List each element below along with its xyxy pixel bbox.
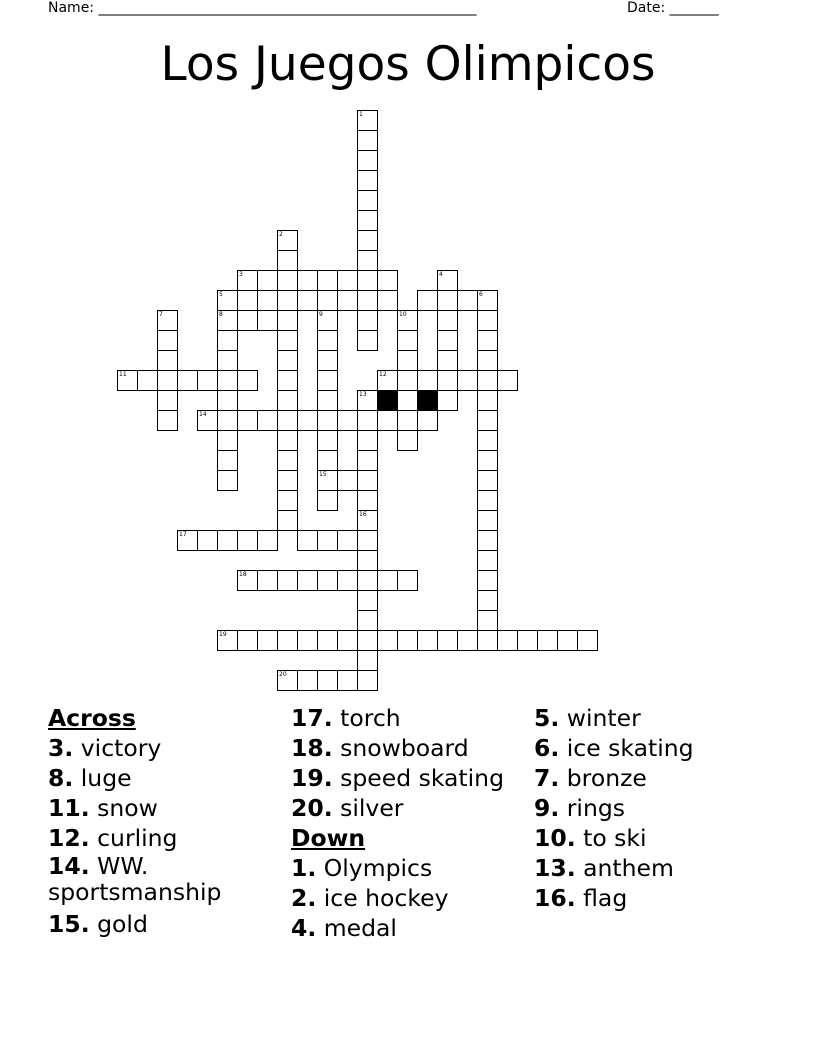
crossword-cell[interactable] xyxy=(337,570,358,591)
crossword-cell[interactable] xyxy=(357,490,378,511)
crossword-cell[interactable] xyxy=(317,490,338,511)
crossword-cell[interactable] xyxy=(477,610,498,631)
clue-column-3 xyxy=(534,703,764,913)
crossword-cell[interactable] xyxy=(357,590,378,611)
clue-number: 8. xyxy=(48,764,74,792)
clue-number-label: 18 xyxy=(239,571,247,578)
crossword-cell[interactable] xyxy=(357,250,378,271)
crossword-cell[interactable] xyxy=(477,310,498,331)
crossword-cell[interactable] xyxy=(237,630,258,651)
clue-answer-text: snow xyxy=(97,794,158,822)
crossword-cell[interactable] xyxy=(357,570,378,591)
clue-number-label: 6 xyxy=(479,291,483,298)
crossword-cell[interactable] xyxy=(517,630,538,651)
date-field-label: Date: _______ xyxy=(627,0,719,16)
clue-number: 1. xyxy=(291,854,317,882)
crossword-cell[interactable] xyxy=(237,530,258,551)
crossword-cell[interactable] xyxy=(437,370,458,391)
crossword-cell[interactable] xyxy=(277,570,298,591)
clue-number-label: 8 xyxy=(219,311,223,318)
clue-section-heading xyxy=(291,823,526,853)
crossword-cell[interactable] xyxy=(397,570,418,591)
clue-item xyxy=(534,703,764,733)
crossword-cell[interactable] xyxy=(257,530,278,551)
crossword-cell[interactable] xyxy=(157,410,178,431)
crossword-cell[interactable] xyxy=(377,570,398,591)
clue-item xyxy=(48,909,278,939)
crossword-cell[interactable] xyxy=(317,290,338,311)
crossword-cell[interactable] xyxy=(237,290,258,311)
crossword-cell[interactable] xyxy=(477,590,498,611)
crossword-cell[interactable] xyxy=(397,430,418,451)
crossword-cell[interactable] xyxy=(477,350,498,371)
crossword-cell[interactable] xyxy=(277,470,298,491)
crossword-cell[interactable] xyxy=(337,290,358,311)
crossword-cell[interactable] xyxy=(357,330,378,351)
crossword-cell[interactable] xyxy=(437,630,458,651)
crossword-cell[interactable] xyxy=(217,450,238,471)
crossword-cell[interactable] xyxy=(357,270,378,291)
crossword-cell[interactable] xyxy=(157,330,178,351)
clue-number-label: 19 xyxy=(219,631,227,638)
crossword-cell[interactable] xyxy=(297,530,318,551)
crossword-cell[interactable] xyxy=(317,670,338,691)
clue-answer-text: winter xyxy=(566,704,641,732)
clue-number: 12. xyxy=(48,824,90,852)
clue-number: 15. xyxy=(48,910,90,938)
crossword-cell[interactable] xyxy=(417,630,438,651)
clue-number: 6. xyxy=(534,734,560,762)
crossword-cell[interactable] xyxy=(377,410,398,431)
crossword-cell[interactable] xyxy=(437,290,458,311)
crossword-cell[interactable] xyxy=(297,570,318,591)
crossword-cell[interactable] xyxy=(337,270,358,291)
clue-number: 13. xyxy=(534,854,576,882)
crossword-cell[interactable] xyxy=(157,370,178,391)
clue-item xyxy=(291,703,526,733)
crossword-cell[interactable] xyxy=(477,470,498,491)
crossword-cell[interactable] xyxy=(397,410,418,431)
crossword-cell[interactable] xyxy=(297,290,318,311)
crossword-cell[interactable] xyxy=(237,370,258,391)
clue-item xyxy=(48,793,278,823)
crossword-cell[interactable] xyxy=(477,550,498,571)
crossword-cell[interactable] xyxy=(277,450,298,471)
clue-number-label: 4 xyxy=(439,271,443,278)
clue-item xyxy=(48,823,278,853)
crossword-cell[interactable] xyxy=(417,410,438,431)
crossword-cell[interactable] xyxy=(317,570,338,591)
crossword-cell[interactable] xyxy=(257,290,278,311)
crossword-cell[interactable] xyxy=(497,630,518,651)
crossword-cell[interactable] xyxy=(337,670,358,691)
clue-number: 14. xyxy=(48,852,90,880)
crossword-cell[interactable] xyxy=(357,290,378,311)
clue-item xyxy=(291,763,526,793)
clue-item xyxy=(48,763,278,793)
crossword-cell[interactable] xyxy=(477,630,498,651)
crossword-cell[interactable] xyxy=(397,390,418,411)
crossword-cell[interactable] xyxy=(337,470,358,491)
crossword-cell[interactable] xyxy=(357,610,378,631)
page-title: Los Juegos Olimpicos xyxy=(160,37,656,92)
clue-item xyxy=(291,733,526,763)
clue-item xyxy=(48,853,278,905)
crossword-cell[interactable] xyxy=(217,470,238,491)
clue-answer-text: luge xyxy=(80,764,132,792)
crossword-cell[interactable] xyxy=(217,330,238,351)
clue-number: 9. xyxy=(534,794,560,822)
clue-column-2 xyxy=(291,703,526,943)
crossword-cell[interactable] xyxy=(237,310,258,331)
crossword-cell[interactable] xyxy=(277,270,298,291)
clue-number: 11. xyxy=(48,794,90,822)
crossword-cell[interactable] xyxy=(537,630,558,651)
clue-number-label: 5 xyxy=(219,291,223,298)
crossword-cell[interactable] xyxy=(477,390,498,411)
crossword-cell[interactable] xyxy=(197,370,218,391)
clue-answer-text: WW. sportsmanship xyxy=(48,852,222,906)
clue-answer-text: medal xyxy=(323,914,397,942)
crossword-cell[interactable] xyxy=(457,630,478,651)
crossword-cell[interactable] xyxy=(417,370,438,391)
crossword-cell[interactable] xyxy=(477,330,498,351)
clue-item xyxy=(534,763,764,793)
crossword-cell[interactable] xyxy=(277,370,298,391)
crossword-cell[interactable] xyxy=(317,530,338,551)
clue-answer-text: ice skating xyxy=(566,734,694,762)
crossword-cell[interactable] xyxy=(357,310,378,331)
clue-number-label: 10 xyxy=(399,311,407,318)
crossword-cell[interactable] xyxy=(357,670,378,691)
clue-number: 19. xyxy=(291,764,333,792)
crossword-cell[interactable] xyxy=(357,190,378,211)
crossword-cell[interactable] xyxy=(357,150,378,171)
crossword-cell[interactable] xyxy=(357,430,378,451)
clue-number: 17. xyxy=(291,704,333,732)
crossword-cell[interactable] xyxy=(257,310,278,331)
crossword-cell[interactable] xyxy=(397,330,418,351)
crossword-cell[interactable] xyxy=(457,370,478,391)
crossword-cell[interactable] xyxy=(297,270,318,291)
clue-section-heading xyxy=(48,703,278,733)
clue-number: 2. xyxy=(291,884,317,912)
clue-number-label: 14 xyxy=(199,411,207,418)
crossword-cell[interactable] xyxy=(337,410,358,431)
crossword-cell[interactable] xyxy=(377,630,398,651)
clue-answer-text: anthem xyxy=(583,854,674,882)
clue-answer-text: rings xyxy=(566,794,626,822)
clue-item xyxy=(291,883,526,913)
crossword-cell[interactable] xyxy=(277,390,298,411)
crossword-cell[interactable] xyxy=(157,350,178,371)
clue-answer-text: Olympics xyxy=(323,854,433,882)
crossword-cell[interactable] xyxy=(417,290,438,311)
crossword-cell[interactable] xyxy=(277,630,298,651)
crossword-cell[interactable] xyxy=(137,370,158,391)
crossword-cell[interactable] xyxy=(357,630,378,651)
crossword-cell[interactable] xyxy=(357,210,378,231)
crossword-cell[interactable] xyxy=(337,530,358,551)
clue-number: 10. xyxy=(534,824,576,852)
crossword-cell[interactable] xyxy=(217,370,238,391)
clue-answer-text: snowboard xyxy=(340,734,469,762)
crossword-cell[interactable] xyxy=(157,390,178,411)
crossword-cell[interactable] xyxy=(317,370,338,391)
crossword-cell[interactable] xyxy=(357,550,378,571)
crossword-cell[interactable] xyxy=(357,450,378,471)
clue-answer-text: curling xyxy=(97,824,178,852)
crossword-cell[interactable] xyxy=(297,630,318,651)
crossword-cell[interactable] xyxy=(277,430,298,451)
crossword-cell[interactable] xyxy=(477,490,498,511)
clue-number-label: 11 xyxy=(119,371,127,378)
clue-number: 3. xyxy=(48,734,74,762)
crossword-cell[interactable] xyxy=(257,630,278,651)
crossword-cell[interactable] xyxy=(217,410,238,431)
clue-answer-text: ice hockey xyxy=(323,884,449,912)
crossword-cell[interactable] xyxy=(257,270,278,291)
clue-item xyxy=(291,853,526,883)
crossword-cell[interactable] xyxy=(337,630,358,651)
crossword-cell[interactable] xyxy=(277,510,298,531)
clue-number-label: 2 xyxy=(279,231,283,238)
clue-number-label: 3 xyxy=(239,271,243,278)
clue-answer-text: silver xyxy=(340,794,404,822)
clue-number: 18. xyxy=(291,734,333,762)
clue-number: 4. xyxy=(291,914,317,942)
clue-number: 5. xyxy=(534,704,560,732)
clue-answer-text: bronze xyxy=(566,764,647,792)
clue-item xyxy=(534,823,764,853)
section-heading-text: Down xyxy=(291,824,366,852)
crossword-cell[interactable] xyxy=(297,670,318,691)
crossword-cell[interactable] xyxy=(277,290,298,311)
clue-number-label: 7 xyxy=(159,311,163,318)
crossword-cell[interactable] xyxy=(397,350,418,371)
clue-answer-text: gold xyxy=(97,910,148,938)
clue-column-1 xyxy=(48,703,278,939)
crossword-cell[interactable] xyxy=(277,350,298,371)
clue-number-label: 13 xyxy=(359,391,367,398)
clue-number-label: 15 xyxy=(319,471,327,478)
clue-number: 16. xyxy=(534,884,576,912)
clue-number-label: 1 xyxy=(359,111,363,118)
clue-item xyxy=(291,913,526,943)
clue-number-label: 17 xyxy=(179,531,187,538)
crossword-cell[interactable] xyxy=(357,130,378,151)
crossword-cell[interactable] xyxy=(277,490,298,511)
crossword-cell[interactable] xyxy=(477,450,498,471)
crossword-cell[interactable] xyxy=(377,270,398,291)
crossword-cell[interactable] xyxy=(437,350,458,371)
clue-item xyxy=(534,793,764,823)
crossword-cell[interactable] xyxy=(317,450,338,471)
crossword-cell[interactable] xyxy=(317,390,338,411)
crossword-cell[interactable] xyxy=(217,530,238,551)
clue-answer-text: to ski xyxy=(583,824,647,852)
clue-number-label: 9 xyxy=(319,311,323,318)
crossword-cell[interactable] xyxy=(317,330,338,351)
clue-answer-text: torch xyxy=(340,704,401,732)
crossword-cell[interactable] xyxy=(317,410,338,431)
crossword-cell[interactable] xyxy=(277,250,298,271)
crossword-cell[interactable] xyxy=(317,630,338,651)
crossword-cell[interactable] xyxy=(317,270,338,291)
crossword-black-cell xyxy=(417,390,438,411)
clue-answer-text: victory xyxy=(80,734,162,762)
crossword-cell[interactable] xyxy=(357,650,378,671)
crossword-cell[interactable] xyxy=(277,330,298,351)
clue-number-label: 16 xyxy=(359,511,367,518)
crossword-cell[interactable] xyxy=(377,290,398,311)
crossword-cell[interactable] xyxy=(477,430,498,451)
crossword-cell[interactable] xyxy=(277,410,298,431)
crossword-cell[interactable] xyxy=(397,370,418,391)
name-field-label: Name: ______________________________________________________ xyxy=(48,0,477,16)
crossword-cell[interactable] xyxy=(357,170,378,191)
crossword-cell[interactable] xyxy=(397,630,418,651)
crossword-cell[interactable] xyxy=(357,410,378,431)
crossword-cell[interactable] xyxy=(477,510,498,531)
clue-item xyxy=(291,793,526,823)
crossword-cell[interactable] xyxy=(437,330,458,351)
crossword-cell[interactable] xyxy=(437,310,458,331)
clue-number-label: 20 xyxy=(279,671,287,678)
clue-item xyxy=(534,853,764,883)
clue-item xyxy=(48,733,278,763)
clue-item xyxy=(534,883,764,913)
crossword-cell[interactable] xyxy=(477,370,498,391)
crossword-cell[interactable] xyxy=(317,350,338,371)
clue-answer-text: flag xyxy=(583,884,628,912)
crossword-cell[interactable] xyxy=(217,350,238,371)
crossword-cell[interactable] xyxy=(357,470,378,491)
crossword-cell[interactable] xyxy=(277,310,298,331)
crossword-cell[interactable] xyxy=(357,230,378,251)
crossword-cell[interactable] xyxy=(457,290,478,311)
crossword-cell[interactable] xyxy=(257,570,278,591)
clue-item xyxy=(534,733,764,763)
crossword-cell[interactable] xyxy=(577,630,598,651)
clue-number: 7. xyxy=(534,764,560,792)
crossword-cell[interactable] xyxy=(217,390,238,411)
crossword-cell[interactable] xyxy=(197,530,218,551)
crossword-black-cell xyxy=(377,390,398,411)
crossword-cell[interactable] xyxy=(237,410,258,431)
section-heading-text: Across xyxy=(48,704,136,732)
crossword-cell[interactable] xyxy=(317,430,338,451)
clue-number-label: 12 xyxy=(379,371,387,378)
crossword-cell[interactable] xyxy=(477,530,498,551)
crossword-cell[interactable] xyxy=(557,630,578,651)
crossword-cell[interactable] xyxy=(217,430,238,451)
clue-answer-text: speed skating xyxy=(340,764,504,792)
crossword-cell[interactable] xyxy=(497,370,518,391)
crossword-cell[interactable] xyxy=(177,370,198,391)
crossword-cell[interactable] xyxy=(297,410,318,431)
crossword-cell[interactable] xyxy=(357,530,378,551)
clue-number: 20. xyxy=(291,794,333,822)
crossword-cell[interactable] xyxy=(477,410,498,431)
crossword-cell[interactable] xyxy=(437,390,458,411)
crossword-cell[interactable] xyxy=(257,410,278,431)
crossword-cell[interactable] xyxy=(477,570,498,591)
